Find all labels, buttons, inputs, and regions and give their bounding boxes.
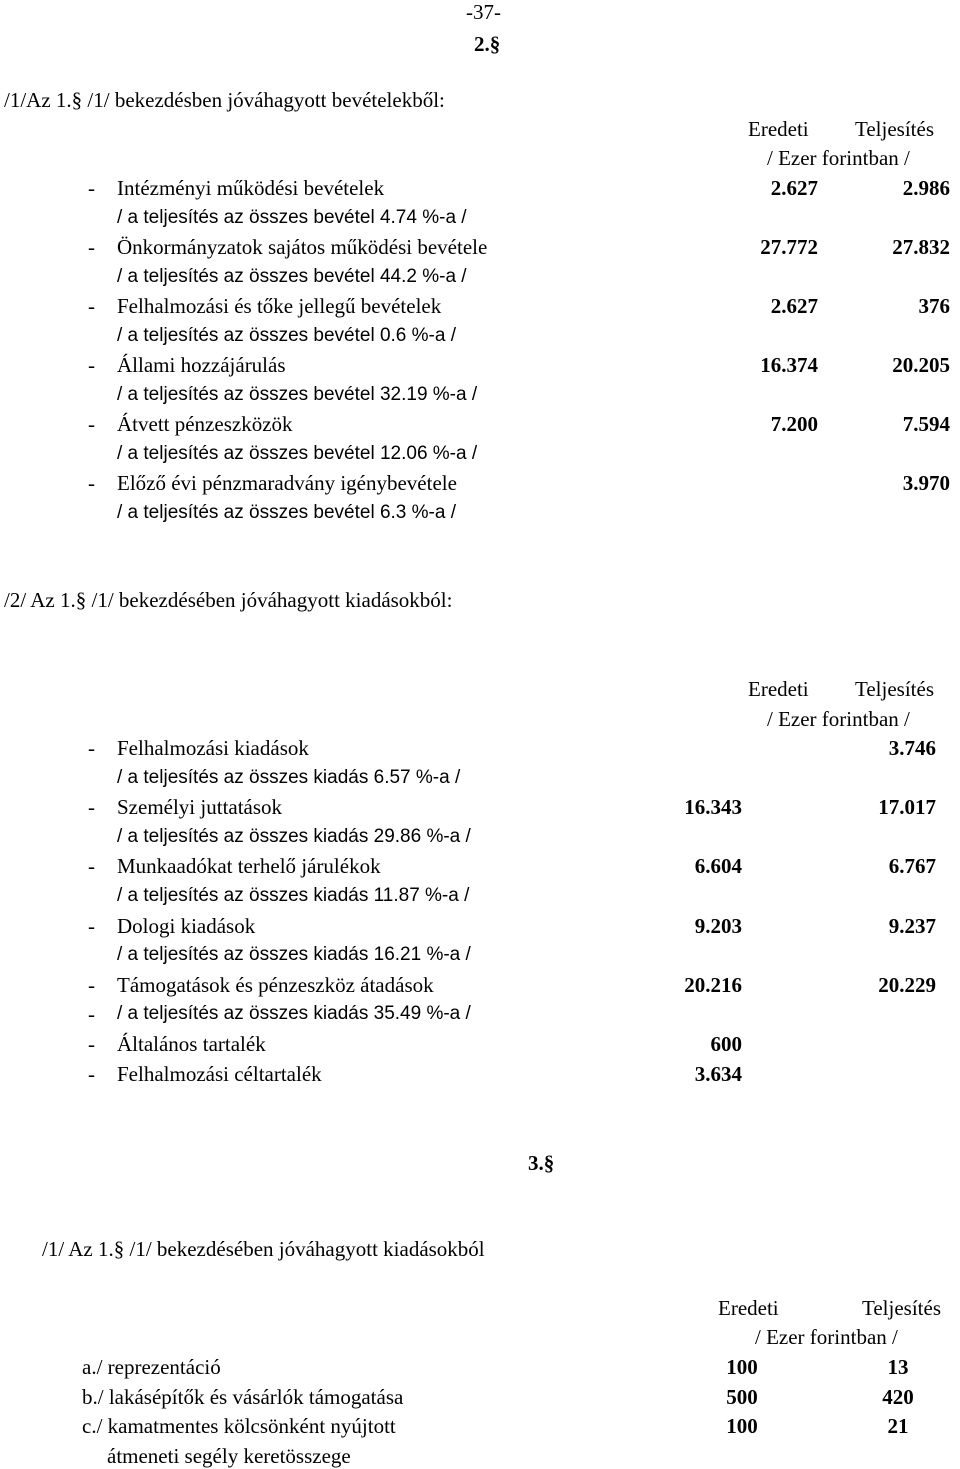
row-label: Felhalmozási kiadások [117,736,309,760]
row-percentage-note: / a teljesítés az összes bevétel 0.6 %-a / [117,325,457,346]
row-teljesites-value: 6.767 [888,854,936,879]
row-eredeti-value: 27.772 [760,235,818,259]
row-label: Állami hozzájárulás [117,353,286,377]
row-label: Felhalmozási céltartalék [117,1061,322,1086]
page-number: -37- [466,0,501,24]
row-eredeti-value: 100 [726,1355,758,1379]
row-dash: - [88,294,95,318]
row-label: a./ reprezentáció [82,1355,221,1379]
row-teljesites-value: 7.594 [902,412,950,436]
row-label: Önkormányzatok sajátos működési bevétele [117,235,488,259]
row-eredeti-value: 500 [726,1384,758,1409]
row-percentage-note: / a teljesítés az összes bevétel 12.06 %-a / [117,443,478,464]
section-2-number: 2.§ [474,32,501,56]
row-teljesites-value: 20.205 [892,353,950,377]
row-eredeti-value: 16.343 [684,795,742,820]
row-eredeti-value: 600 [710,1032,742,1056]
row-eredeti-value: 100 [726,1414,758,1439]
row-dash: - [88,972,95,997]
row-label: c./ kamatmentes kölcsönként nyújtott [82,1414,396,1439]
row-teljesites-value: 3.746 [888,736,936,760]
row-label: Dologi kiadások [117,913,256,938]
row-label: Felhalmozási és tőke jellegű bevételek [117,294,442,318]
row-eredeti-value: 7.200 [770,412,818,436]
row-teljesites-value: 9.237 [888,913,936,938]
row-dash: - [88,913,95,938]
row-percentage-note: / a teljesítés az összes kiadás 6.57 %-a / [117,766,461,788]
row-eredeti-value: 2.627 [770,294,818,318]
s3-heading: /1/ Az 1.§ /1/ bekezdésében jóváhagyott kiadásokból [42,1237,485,1261]
row-dash: - [88,176,95,200]
row-label: Intézményi működési bevételek [117,176,385,200]
row-teljesites-value: 2.986 [902,176,950,200]
row-percentage-note: / a teljesítés az összes bevétel 4.74 %-a / [117,207,467,228]
p2-unit: / Ezer forintban / [767,707,910,731]
row-teljesites-value: 3.970 [902,471,950,495]
row-teljesites-value: 21 [887,1414,909,1439]
row-teljesites-value: 376 [918,294,950,318]
row-label: Munkaadókat terhelő járulékok [117,854,381,879]
row-dash: - [88,235,95,259]
row-teljesites-value: 13 [887,1355,909,1379]
row-dash: - [88,1032,95,1056]
row-eredeti-value: 16.374 [760,353,818,377]
row-label: átmeneti segély keretösszege [107,1443,351,1468]
row-label: Általános tartalék [117,1032,266,1056]
row-dash: - [88,1061,95,1086]
row-label: b./ lakásépítők és vásárlók támogatása [82,1384,404,1409]
row-percentage-note: / a teljesítés az összes kiadás 35.49 %-a / [117,1003,471,1025]
row-teljesites-value: 17.017 [878,795,936,820]
row-dash: - [88,353,95,377]
row-eredeti-value: 20.216 [684,972,742,997]
row-teljesites-value: 27.832 [892,235,950,259]
row-label: Előző évi pénzmaradvány igénybevétele [117,471,457,495]
row-teljesites-value: 20.229 [878,972,936,997]
row-dash: - [88,412,95,436]
row-dash: - [88,854,95,879]
row-teljesites-value: 420 [882,1384,914,1409]
p1-unit: / Ezer forintban / [767,146,910,170]
row-eredeti-value: 9.203 [694,913,742,938]
row-dash: - [88,471,95,495]
p2-col-eredeti: Eredeti [748,677,809,701]
p1-col-teljesites: Teljesítés [855,117,935,141]
p2-col-teljesites: Teljesítés [855,677,935,701]
s3-unit: / Ezer forintban / [755,1325,898,1349]
row-label: Támogatások és pénzeszköz átadások [117,972,434,997]
row-dash: - [88,736,95,760]
row-label: Átvett pénzeszközök [117,412,293,436]
row-label: Személyi juttatások [117,795,283,820]
row-eredeti-value: 3.634 [694,1061,742,1086]
row-eredeti-value: 2.627 [770,176,818,200]
s3-col-teljesites: Teljesítés [862,1296,942,1320]
p1-col-eredeti: Eredeti [748,117,809,141]
p2-heading: /2/ Az 1.§ /1/ bekezdésében jóváhagyott kiadásokból: [4,588,453,612]
row-dash: - [88,795,95,820]
section-3-number: 3.§ [528,1151,555,1175]
s3-col-eredeti: Eredeti [718,1296,779,1320]
row-percentage-note: / a teljesítés az összes bevétel 32.19 %-a / [117,384,478,405]
row-percentage-note: / a teljesítés az összes kiadás 29.86 %-a / [117,825,471,847]
row-percentage-note: / a teljesítés az összes bevétel 6.3 %-a / [117,502,457,523]
p1-heading: /1/Az 1.§ /1/ bekezdésben jóváhagyott bevételekből: [4,88,445,112]
row-percentage-note: / a teljesítés az összes bevétel 44.2 %-a / [117,266,467,287]
row-percentage-note: / a teljesítés az összes kiadás 11.87 %-a / [117,885,470,906]
row-dash: - [88,1002,95,1027]
row-eredeti-value: 6.604 [694,854,742,879]
row-percentage-note: / a teljesítés az összes kiadás 16.21 %-a / [117,944,471,966]
